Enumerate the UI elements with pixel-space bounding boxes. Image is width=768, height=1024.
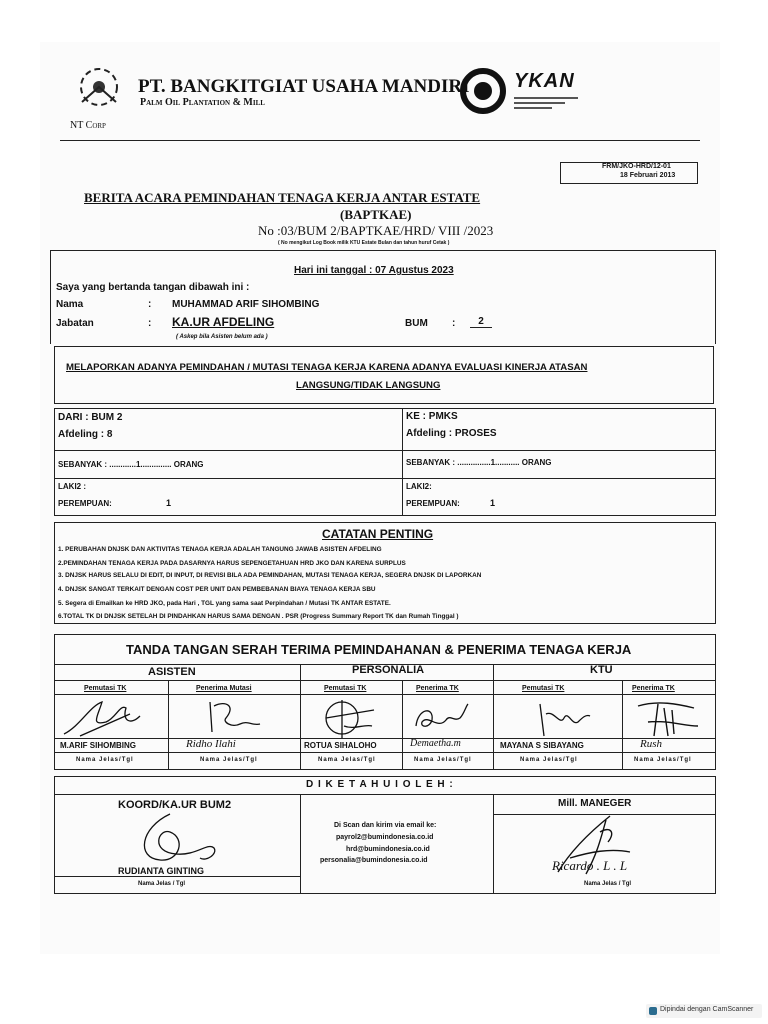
nama-label: Nama [56, 299, 84, 310]
perempuan-left-value: 1 [166, 498, 172, 508]
name-caption: Nama Jelas/Tgl [200, 757, 258, 763]
column-header: Pemutasi TK [324, 685, 367, 692]
email-address: personalia@bumindonesia.co.id [320, 857, 428, 864]
column-header: Pemutasi TK [522, 685, 565, 692]
company-logo-icon [72, 62, 126, 112]
email-address: payrol2@bumindonesia.co.id [336, 834, 434, 841]
ke-label: KE : PMKS [406, 411, 458, 422]
note-item: 6.TOTAL TK DI DNJSK SETELAH DI PINDAHKAN HARUS SAMA DENGAN . PSR (Progress Summary Report TK dan Rumah Tinggal ) [58, 613, 459, 620]
signer-name: Ridho Ilahi [186, 738, 236, 750]
koord-caption: Nama Jelas / Tgl [138, 881, 186, 887]
certification-logo-icon [460, 68, 506, 114]
signer-name: M.ARIF SIHOMBING [60, 741, 136, 750]
group-name: NT Corp [70, 120, 106, 131]
manager-caption: Nama Jelas / Tgl [584, 881, 632, 887]
signature-icon [196, 696, 292, 740]
group-personalia: PERSONALIA [352, 664, 425, 676]
report-line-2: LANGSUNG/TIDAK LANGSUNG [296, 380, 441, 391]
company-name: PT. BANGKITGIAT USAHA MANDIRI [138, 76, 470, 97]
group-ktu: KTU [590, 664, 613, 676]
nama-value: MUHAMMAD ARIF SIHOMBING [172, 299, 320, 310]
note-item: 5. Segera di Emailkan ke HRD JKO, pada Hari , TGL yang sama saat Perpindahan / Mutasi TK ANTAR ESTATE. [58, 600, 391, 607]
camscanner-icon [649, 1007, 657, 1015]
perempuan-right: PEREMPUAN: [406, 499, 460, 508]
number-note: ( No mengikut Log Book milik KTU Estate Bulan dan tahun huruf Cetak ) [278, 240, 450, 246]
report-box [54, 346, 714, 404]
signer-name: ROTUA SIHALOHO [304, 741, 377, 750]
document-abbr: (BAPTKAE) [340, 207, 412, 222]
bum-label: BUM [405, 318, 428, 329]
koord-name: RUDIANTA GINTING [118, 866, 204, 876]
document-number: No :03/BUM 2/BAPTKAE/HRD/ VIII /2023 [258, 223, 494, 238]
sebanyak-left: SEBANYAK : ............1.............. ORANG [58, 460, 204, 469]
koord-title: KOORD/KA.UR BUM2 [118, 799, 232, 811]
dari-label: DARI : BUM 2 [58, 412, 123, 423]
signature-icon [408, 696, 488, 740]
email-instruction: Di Scan dan kirim via email ke: [334, 822, 437, 829]
name-caption: Nama Jelas/Tgl [76, 757, 134, 763]
name-caption: Nama Jelas/Tgl [318, 757, 376, 763]
colon: : [452, 318, 456, 329]
note-item: 3. DNJSK HARUS SELALU DI EDIT, DI INPUT, DI REVISI BILA ADA PEMINDAHAN, MUTASI TENAGA KERJA, SEGERA DNJSK DI LAPORKAN [58, 572, 482, 579]
form-date: 18 Februari 2013 [620, 172, 676, 179]
colon: : [148, 318, 152, 329]
perempuan-right-value: 1 [490, 498, 496, 508]
ykan-logo: YKAN [514, 70, 575, 92]
notes-title: CATATAN PENTING [322, 527, 434, 541]
date-line: Hari ini tanggal : 07 Agustus 2023 [294, 265, 454, 276]
dari-afdeling: Afdeling : 8 [58, 429, 113, 440]
sebanyak-right: SEBANYAK : ...............1........... ORANG [406, 458, 552, 467]
signature-icon [314, 696, 394, 740]
signature-icon [520, 696, 610, 740]
note-item: 1. PERUBAHAN DNJSK DAN AKTIVITAS TENAGA KERJA ADALAH TANGUNG JAWAB ASISTEN AFDELING [58, 546, 382, 553]
manager-name: Ricardo . L . L [552, 858, 628, 873]
signer-name: Rush [640, 738, 662, 750]
colon: : [148, 299, 152, 310]
bum-value: 2 [470, 316, 492, 328]
signature-icon [130, 808, 230, 868]
name-caption: Nama Jelas/Tgl [520, 757, 578, 763]
ykan-logo-text-icon [514, 94, 578, 114]
manager-title: Mill. MANEGER [558, 798, 632, 809]
signature-icon [60, 696, 164, 740]
jabatan-note: ( Askep bila Asisten belum ada ) [176, 334, 268, 340]
column-header: Pemutasi TK [84, 685, 127, 692]
document-title: BERITA ACARA PEMINDAHAN TENAGA KERJA ANTAR ESTATE [84, 190, 481, 205]
report-line-1: MELAPORKAN ADANYA PEMINDAHAN / MUTASI TENAGA KERJA KARENA ADANYA EVALUASI KINERJA ATASAN [66, 362, 588, 373]
intro-text: Saya yang bertanda tangan dibawah ini : [56, 282, 250, 293]
company-subtitle: Palm Oil Plantation & Mill [140, 97, 265, 108]
camscanner-text: Dipindai dengan CamScanner [660, 1006, 754, 1013]
column-header: Penerima TK [416, 685, 459, 692]
camscanner-badge [646, 1004, 762, 1018]
signature-title: TANDA TANGAN SERAH TERIMA PEMINDAHANAN & PENERIMA TENAGA KERJA [126, 642, 632, 657]
note-item: 4. DNJSK SANGAT TERKAIT DENGAN COST PER UNIT DAN PEMBEBANAN BIAYA TENAGA KERJA SBU [58, 586, 376, 593]
email-address: hrd@bumindonesia.co.id [346, 846, 430, 853]
name-caption: Nama Jelas/Tgl [634, 757, 692, 763]
known-by-title: D I K E T A H U I O L E H : [306, 779, 454, 790]
laki-left: LAKI2 : [58, 482, 86, 491]
name-caption: Nama Jelas/Tgl [414, 757, 472, 763]
ke-afdeling: Afdeling : PROSES [406, 428, 497, 439]
jabatan-label: Jabatan [56, 318, 94, 329]
form-code: FRM/JKO-HRD/12-01 [602, 163, 671, 170]
group-asisten: ASISTEN [148, 666, 196, 678]
signer-name: Demaetha.m [410, 738, 461, 749]
signer-name: MAYANA S SIBAYANG [500, 741, 584, 750]
perempuan-left: PEREMPUAN: [58, 499, 112, 508]
signature-icon [628, 696, 712, 740]
laki-right: LAKI2: [406, 482, 432, 491]
jabatan-value: KA.UR AFDELING [172, 315, 275, 329]
note-item: 2.PEMINDAHAN TENAGA KERJA PADA DASARNYA HARUS SEPENGETAHUAN HRD JKO DAN KARENA SURPLUS [58, 560, 406, 567]
column-header: Penerima Mutasi [196, 685, 252, 692]
column-header: Penerima TK [632, 685, 675, 692]
